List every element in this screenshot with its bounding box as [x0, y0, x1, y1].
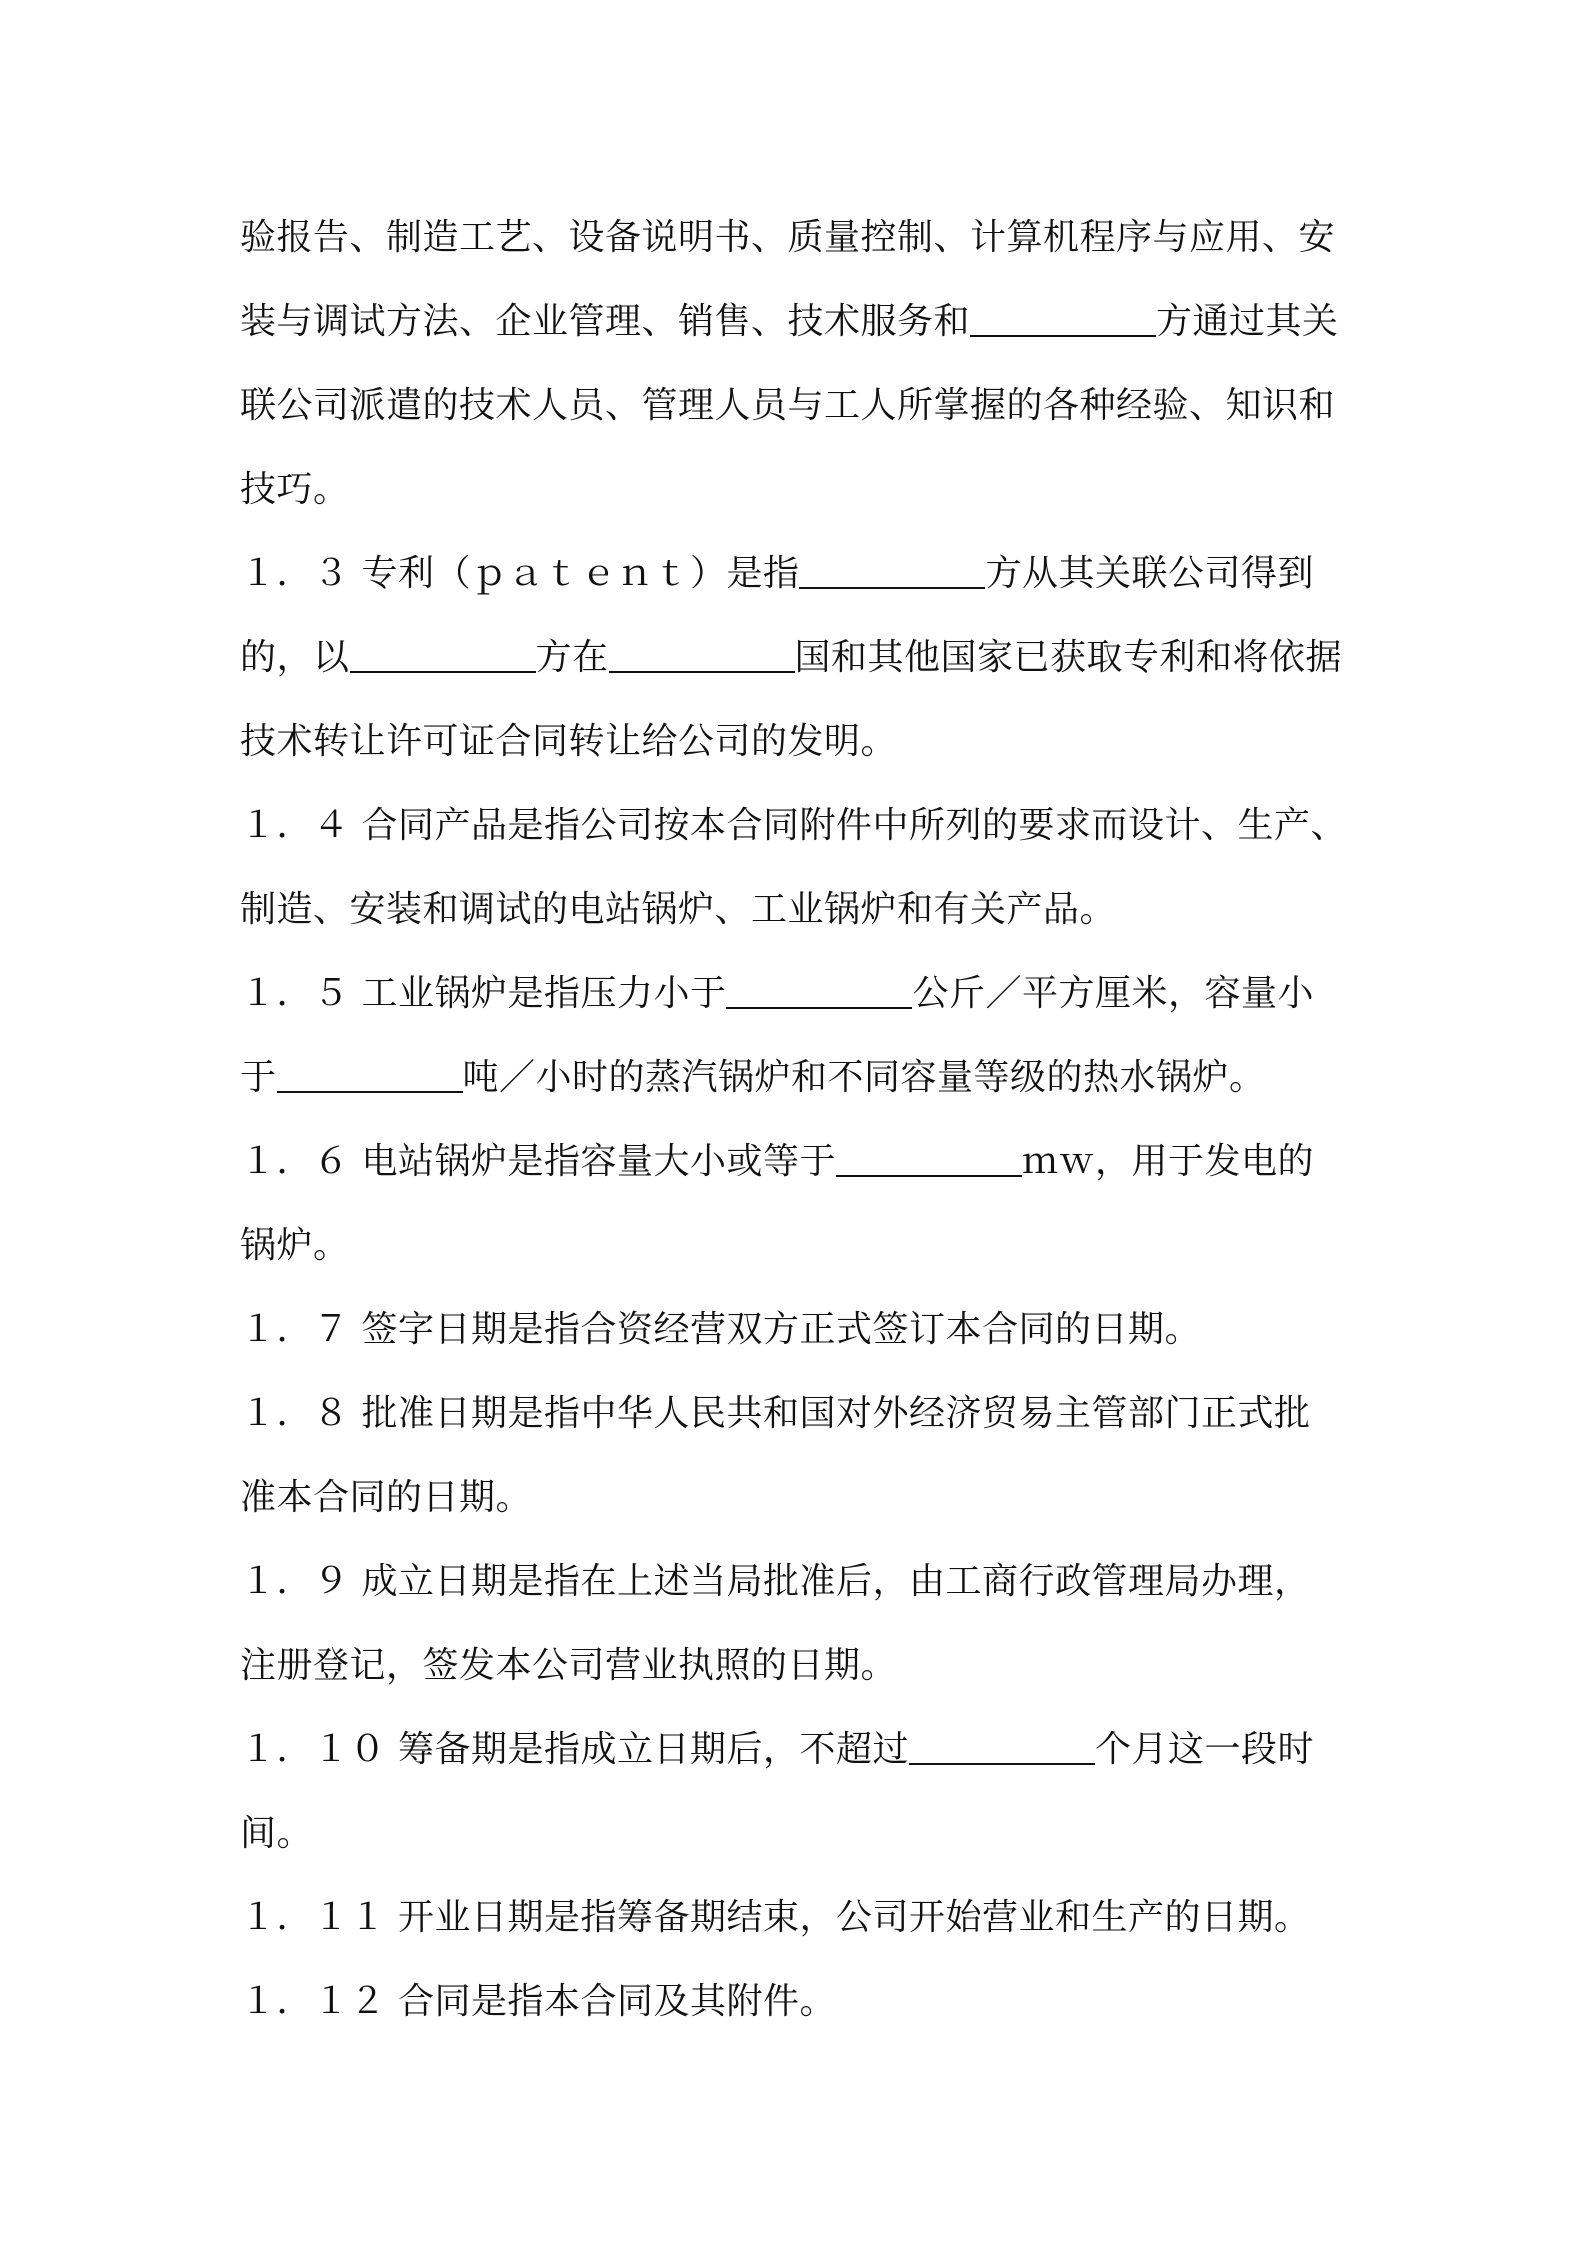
clause-1-8: [240, 1372, 1370, 1456]
fill-in-blank[interactable]: [277, 1061, 463, 1093]
clause-1-11: [240, 1876, 1370, 1960]
text-run: 间。: [240, 1813, 314, 1854]
text-run: 公斤／平方厘米，容量小: [912, 973, 1314, 1014]
clause-1-10: [240, 1708, 1370, 1792]
fill-in-blank[interactable]: [609, 641, 795, 673]
text-run: １．７ 签字日期是指合资经营双方正式签订本合同的日期。: [240, 1309, 1201, 1350]
clause-1-6: [240, 1120, 1370, 1204]
text-run: ｍｗ，用于发电的: [1021, 1141, 1314, 1182]
text-line: [240, 1456, 1370, 1540]
text-run: 联公司派遣的技术人员、管理人员与工人所掌握的各种经验、知识和: [240, 385, 1336, 426]
fill-in-blank[interactable]: [836, 1145, 1022, 1177]
text-run: 方从其关联公司得到: [985, 553, 1314, 594]
text-line: [240, 1036, 1370, 1120]
fill-in-blank[interactable]: [726, 977, 912, 1009]
clause-1-4: [240, 784, 1370, 868]
text-run: 制造、安装和调试的电站锅炉、工业锅炉和有关产品。: [240, 889, 1117, 930]
text-line: [240, 868, 1370, 952]
text-run: 技术转让许可证合同转让给公司的发明。: [240, 721, 898, 762]
text-line: [240, 1204, 1370, 1288]
text-run: 个月这一段时: [1094, 1729, 1314, 1770]
clause-1-12: [240, 1960, 1370, 2044]
text-run: 方通过其关: [1156, 301, 1339, 342]
text-run: 技巧。: [240, 469, 350, 510]
text-run: １．１１ 开业日期是指筹备期结束，公司开始营业和生产的日期。: [240, 1897, 1311, 1938]
fill-in-blank[interactable]: [799, 557, 985, 589]
fill-in-blank[interactable]: [970, 305, 1156, 337]
text-line: [240, 1792, 1370, 1876]
text-line: [240, 196, 1370, 280]
text-run: １．６ 电站锅炉是指容量大小或等于: [240, 1141, 836, 1182]
text-run: １．５ 工业锅炉是指压力小于: [240, 973, 727, 1014]
clause-1-5: [240, 952, 1370, 1036]
text-run: 准本合同的日期。: [240, 1477, 533, 1518]
text-run: １．９ 成立日期是指在上述当局批准后，由工商行政管理局办理，: [240, 1561, 1311, 1602]
text-run: 验报告、制造工艺、设备说明书、质量控制、计算机程序与应用、安: [240, 217, 1336, 258]
clause-1-7: [240, 1288, 1370, 1372]
text-run: １．１０ 筹备期是指成立日期后，不超过: [240, 1729, 909, 1770]
fill-in-blank[interactable]: [350, 641, 536, 673]
text-run: 方在: [535, 637, 609, 678]
text-run: 于: [240, 1057, 277, 1098]
text-line: [240, 700, 1370, 784]
text-run: 装与调试方法、企业管理、销售、技术服务和: [240, 301, 971, 342]
clause-1-9: [240, 1540, 1370, 1624]
text-run: 吨／小时的蒸汽锅炉和不同容量等级的热水锅炉。: [462, 1057, 1266, 1098]
text-run: １．３ 专利（ｐａｔｅｎｔ）是指: [240, 553, 800, 594]
text-run: １．８ 批准日期是指中华人民共和国对外经济贸易主管部门正式批: [240, 1393, 1311, 1434]
text-run: 锅炉。: [240, 1225, 350, 1266]
text-line: [240, 280, 1370, 364]
text-run: １．１２ 合同是指本合同及其附件。: [240, 1981, 836, 2022]
text-run: 国和其他国家已获取专利和将依据: [794, 637, 1343, 678]
text-run: 注册登记，签发本公司营业执照的日期。: [240, 1645, 898, 1686]
text-line: [240, 448, 1370, 532]
fill-in-blank[interactable]: [909, 1733, 1095, 1765]
clause-1-3: [240, 532, 1370, 616]
document-body: [240, 196, 1370, 2044]
text-run: １．４ 合同产品是指公司按本合同附件中所列的要求而设计、生产、: [240, 805, 1347, 846]
text-line: [240, 616, 1370, 700]
text-line: [240, 364, 1370, 448]
text-line: [240, 1624, 1370, 1708]
text-run: 的，以: [240, 637, 350, 678]
